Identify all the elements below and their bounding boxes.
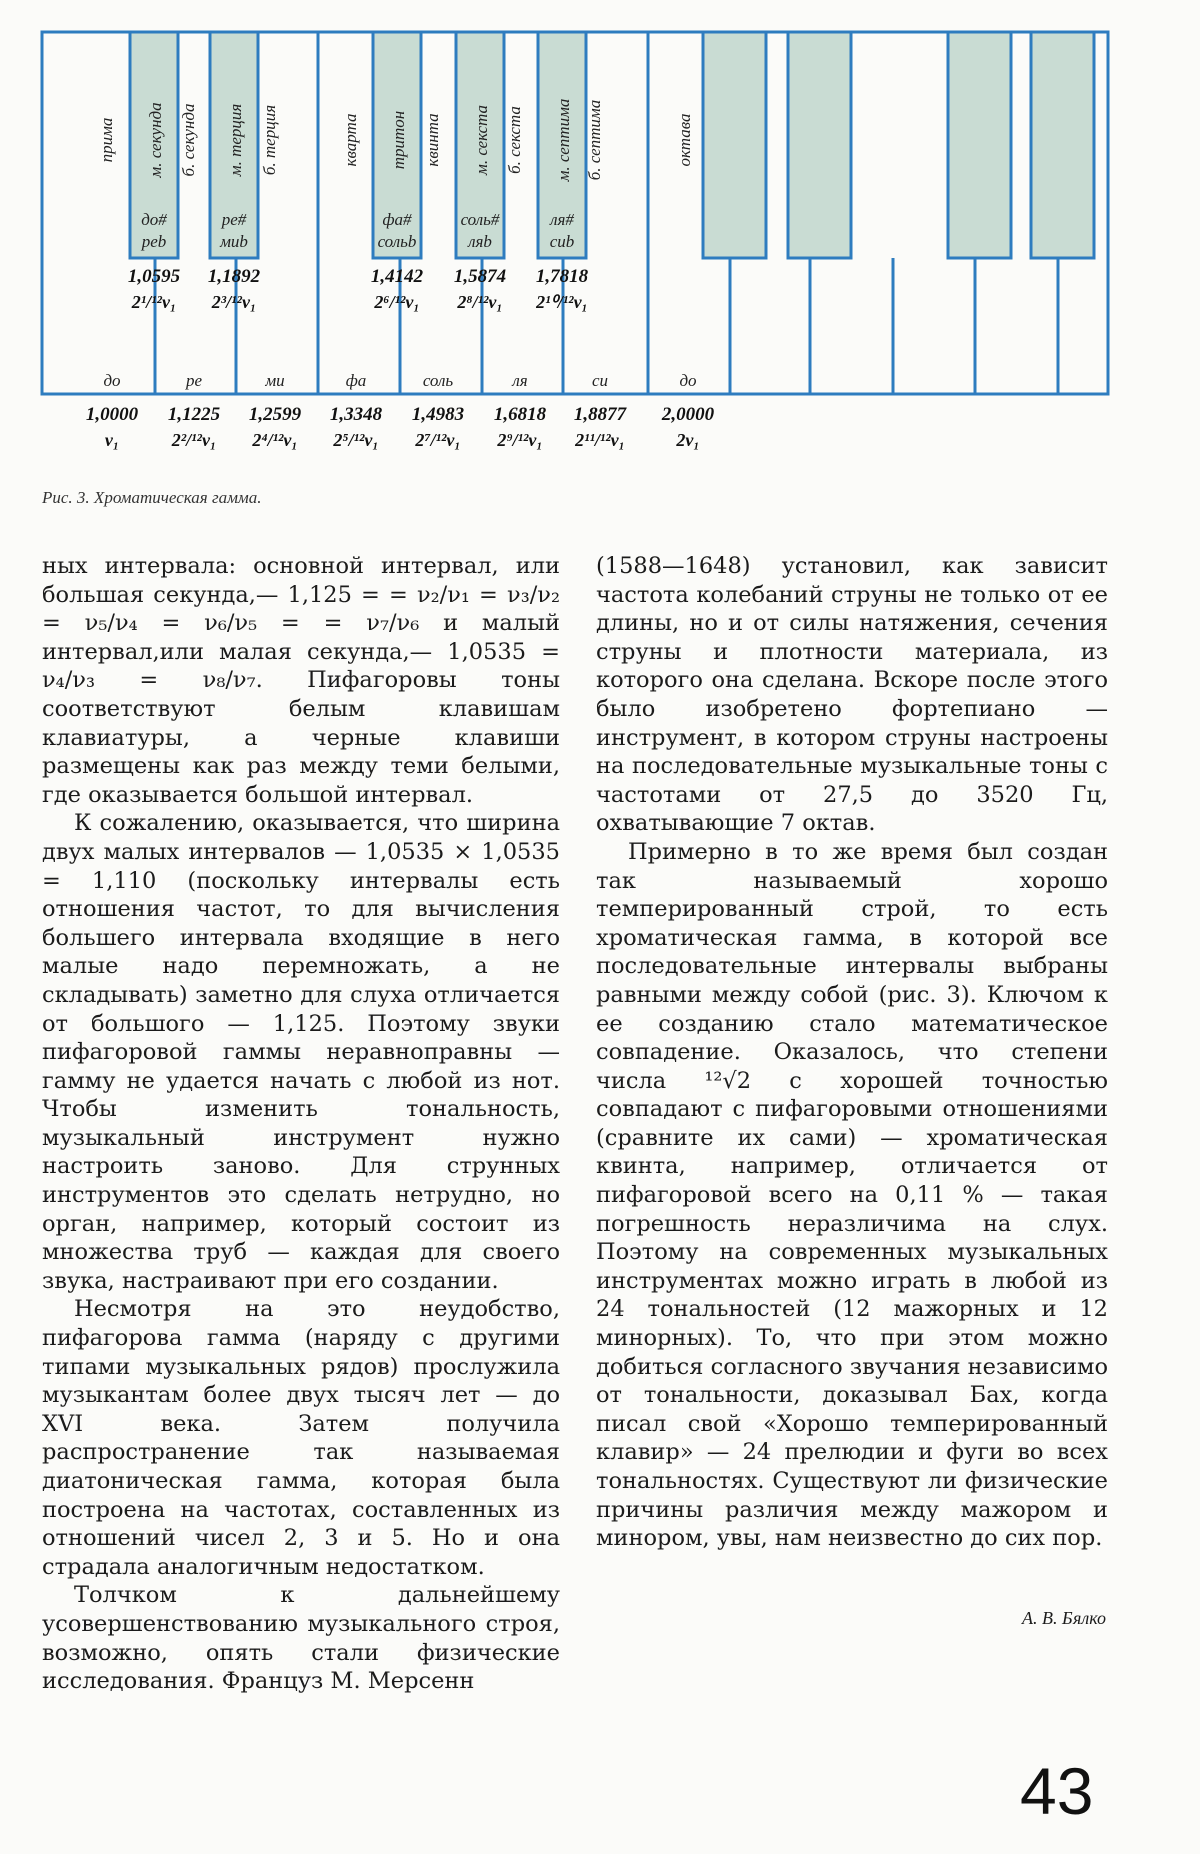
right-text-column bbox=[596, 552, 1108, 1553]
white-ratio: 1,3348 bbox=[329, 404, 383, 425]
white-power: 2⁹/¹²ν₁ bbox=[497, 430, 543, 450]
black-key-interval-label: м. секунда bbox=[146, 102, 165, 178]
black-key-note-sharp: ре# bbox=[221, 210, 247, 229]
white-note-name: ля bbox=[512, 371, 528, 390]
black-key-interval-label: м. септима bbox=[554, 98, 573, 182]
figure-caption: Рис. 3. Хроматическая гамма. bbox=[42, 488, 262, 507]
black-key-plain bbox=[788, 32, 851, 258]
white-power: 2¹¹/¹²ν₁ bbox=[575, 430, 625, 450]
black-key-ratio: 1,0595 bbox=[127, 266, 181, 287]
black-key-ratio: 1,5874 bbox=[453, 266, 507, 287]
white-power: 2⁴/¹²ν₁ bbox=[252, 430, 298, 450]
black-key-plain bbox=[703, 32, 766, 258]
black-key-power: 2¹⁰/¹²ν₁ bbox=[536, 292, 588, 312]
black-key-note-sharp: фа# bbox=[382, 210, 412, 229]
black-key-plain bbox=[1031, 32, 1094, 258]
white-ratio: 1,8877 bbox=[573, 404, 627, 425]
black-key-ratio: 1,7818 bbox=[535, 266, 589, 287]
black-key-note-sharp: до# bbox=[141, 210, 167, 229]
page-number: 43 bbox=[1020, 1754, 1094, 1828]
white-key-interval-label: б. секунда bbox=[179, 103, 198, 177]
white-key-interval-label: кварта bbox=[341, 113, 360, 167]
white-note-name: ми bbox=[265, 371, 285, 390]
white-note-name: ре bbox=[185, 371, 203, 390]
black-key-power: 2⁶/¹²ν₁ bbox=[374, 292, 420, 312]
white-ratios bbox=[86, 404, 715, 450]
chromatic-scale-figure bbox=[0, 0, 1200, 500]
white-note-name: до bbox=[679, 371, 697, 390]
paragraph: Примерно в то же время был создан так называемый хорошо темперированный строй, то есть хроматическая гамма, в которой все последовательные интервалы выбраны равными между собой (рис. 3). Ключом к ее созданию стало математическое совпадение. Оказалось, что степени числа ¹²√2 с хорошей точностью совпадают с пифагоровыми отношениями (сравните их сами) — хроматическая квинта, например, отличается от пифагоровой всего на 0,11 % — такая погрешность неразличима на слух. Поэтому на современных музыкальных инструментах можно играть в любой из 24 тональностей (12 мажорных и 12 минорных). То, что при этом можно добиться согласного звучания независимо от тональности, доказывал Бах, когда писал свой «Хорошо темперированный клавир» — 24 прелюдии и фуги во всех тональностях. Существуют ли физические причины различия между мажором и минором, увы, нам неизвестно до сих пор. bbox=[596, 838, 1108, 1552]
paragraph: ных интервала: основной интервал, или большая секунда,— 1,125 = = ν₂/ν₁ = ν₃/ν₂ = ν₅/ν₄ = ν₆/ν₅ = = ν₇/ν₆ и малый интервал,или малая секунда,— 1,0535 = ν₄/ν₃ = ν₈/ν₇. Пифагоровы тоны соответствуют белым клавишам клавиатуры, а черные клавиши размещены как раз между теми белыми, где оказывается большой интервал. bbox=[42, 553, 560, 808]
paragraph: (1588—1648) установил, как зависит частота колебаний струны не только от ее длины, но и от силы натяжения, сечения струны и плотности материала, из которого она сделана. Вскоре после этого было изобретено фортепиано — инструмент, в котором струны настроены на последовательные музыкальные тоны с частотами от 27,5 до 3520 Гц, охватывающие 7 октав. bbox=[596, 553, 1108, 837]
black-key-note-flat: сольb bbox=[377, 232, 417, 251]
white-ratio: 1,6818 bbox=[493, 404, 547, 425]
black-key-power: 2⁸/¹²ν₁ bbox=[457, 292, 503, 312]
white-power: 2ν₁ bbox=[676, 430, 700, 450]
white-key-interval-label: б. септима bbox=[585, 99, 604, 181]
black-key-ratio: 1,4142 bbox=[370, 266, 424, 287]
black-key-interval-label: м. секста bbox=[472, 104, 491, 176]
black-key-ratio: 1,1892 bbox=[207, 266, 261, 287]
white-note-name: си bbox=[591, 371, 609, 390]
white-power: 2²/¹²ν₁ bbox=[171, 430, 217, 450]
black-key-interval-label: тритон bbox=[389, 110, 408, 170]
left-text-column bbox=[42, 552, 560, 1696]
white-ratio: 1,2599 bbox=[248, 404, 302, 425]
black-key-note-sharp: ля# bbox=[550, 210, 574, 229]
white-key-interval-label: квинта bbox=[423, 113, 442, 167]
black-key-note-flat: реb bbox=[141, 232, 167, 251]
white-key-interval-label: прима bbox=[97, 117, 116, 163]
white-key-interval-label: б. секста bbox=[505, 106, 524, 174]
white-power: 2⁷/¹²ν₁ bbox=[415, 430, 461, 450]
black-key-plain bbox=[948, 32, 1011, 258]
black-key-note-sharp: соль# bbox=[460, 210, 500, 229]
white-key-interval-label: б. терция bbox=[260, 104, 279, 176]
white-note-name: фа bbox=[345, 371, 367, 390]
white-ratio: 1,4983 bbox=[411, 404, 465, 425]
white-ratio: 1,1225 bbox=[167, 404, 221, 425]
white-ratio: 2,0000 bbox=[661, 404, 715, 425]
black-key-power: 2¹/¹²ν₁ bbox=[131, 292, 177, 312]
black-key-note-flat: миb bbox=[220, 232, 248, 251]
black-key-interval-label: м. терция bbox=[226, 103, 245, 177]
paragraph: Несмотря на это неудобство, пифагорова гамма (наряду с другими типами музыкальных рядов) прослужила музыкантам более двух тысяч лет — до XVI века. Затем получила распространение так называемая диатоническая гамма, которая была построена на частотах, составленных из отношений чисел 2, 3 и 5. Но и она страдала аналогичным недостатком. bbox=[42, 1296, 560, 1580]
paragraph: К сожалению, оказывается, что ширина двух малых интервалов — 1,0535 × 1,0535 = 1,110 (поскольку интервалы есть отношения частот, то для вычисления большего интервала входящие в него малые надо перемножать, а не складывать) заметно для слуха отличается от большого — 1,125. Поэтому звуки пифагоровой гаммы неравноправны — гамму не удается начать с любой из нот. Чтобы изменить тональность, музыкальный инструмент нужно настроить заново. Для струнных инструментов это сделать нетрудно, но орган, например, который состоит из множества труб — каждая для своего звука, настраивают при его создании. bbox=[42, 810, 560, 1294]
white-key-interval-label: октава bbox=[675, 113, 694, 167]
white-note-name: до bbox=[103, 371, 121, 390]
black-key-note-flat: ляb bbox=[468, 232, 492, 251]
paragraph: Толчком к дальнейшему усовершенствованию музыкального строя, возможно, опять стали физические исследования. Француз М. Мерсенн bbox=[42, 1582, 560, 1695]
author-signature: А. В. Бялко bbox=[1022, 1608, 1106, 1628]
white-power: ν₁ bbox=[104, 430, 120, 450]
white-power: 2⁵/¹²ν₁ bbox=[333, 430, 379, 450]
black-key-note-flat: сиb bbox=[549, 232, 575, 251]
black-key-power: 2³/¹²ν₁ bbox=[211, 292, 257, 312]
white-ratio: 1,0000 bbox=[85, 404, 139, 425]
white-note-name: соль bbox=[422, 371, 454, 390]
